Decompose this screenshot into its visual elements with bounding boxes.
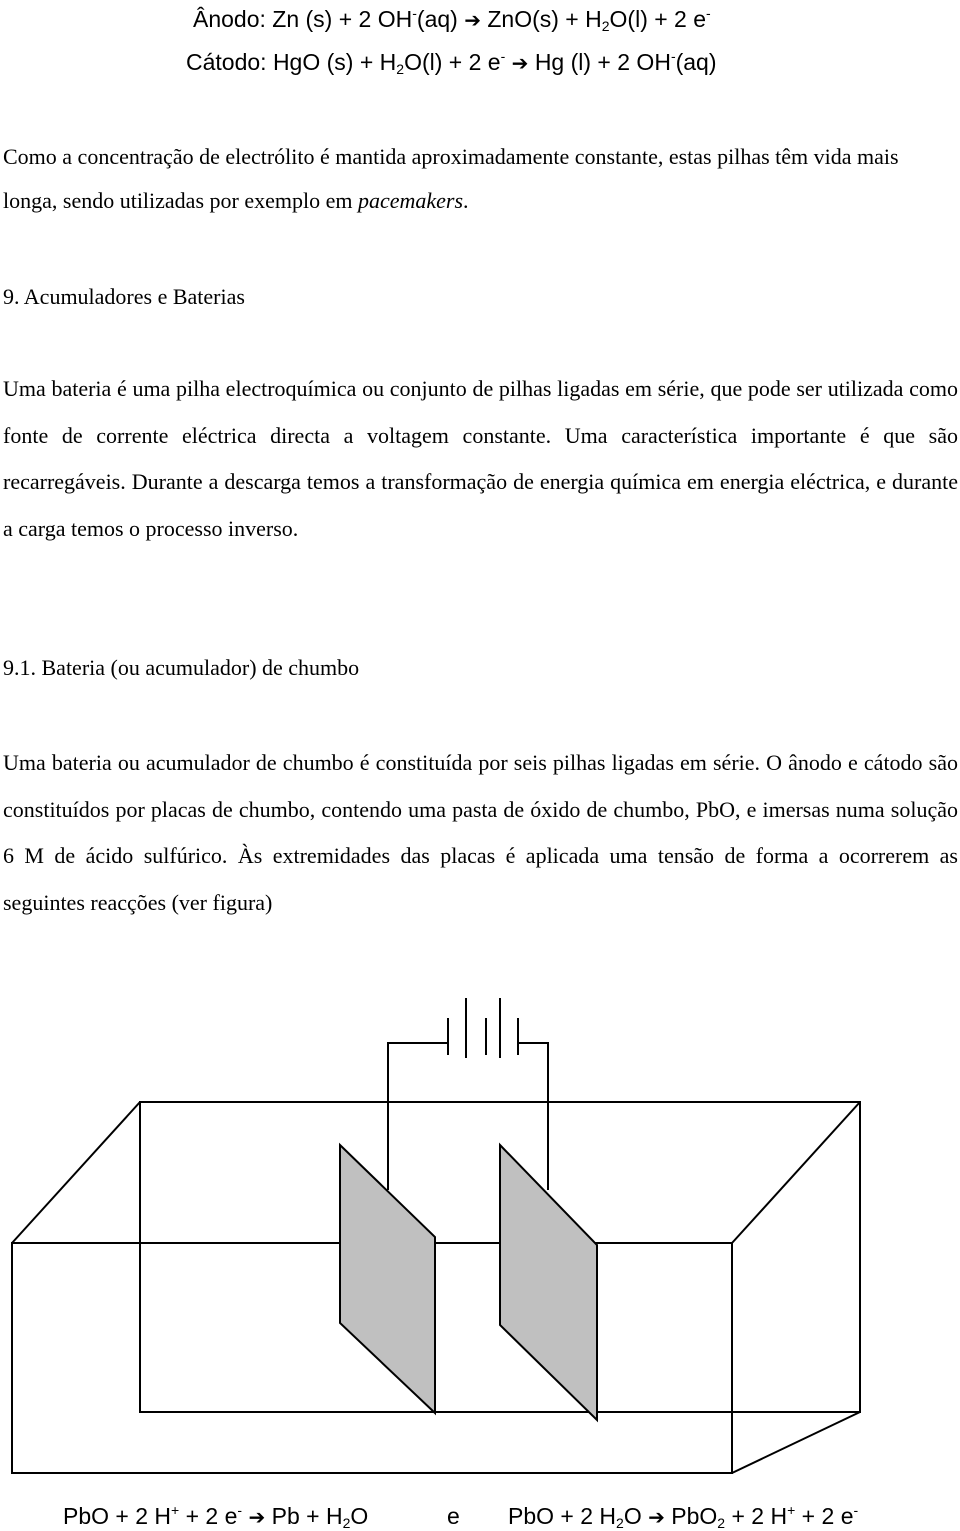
- intro-paragraph: [3, 135, 958, 223]
- reaction-right-electron-charge: -: [853, 1502, 859, 1518]
- reaction-left-electron-charge: -: [237, 1502, 243, 1518]
- cathode-mid: O(l) + 2 e: [404, 49, 501, 75]
- anode-state: (aq): [416, 6, 458, 32]
- reaction-left-a: PbO + 2 H: [63, 1503, 172, 1529]
- arrow-icon: ➔: [511, 51, 529, 75]
- reaction-right-d: + 2 H: [725, 1503, 788, 1529]
- anode-charge: -: [412, 5, 417, 21]
- reaction-right-charge: +: [787, 1502, 796, 1518]
- lead-battery-diagram: [0, 980, 960, 1480]
- anode-tail: O(l) + 2 e: [609, 6, 707, 32]
- section-9-title: 9. Acumuladores e Baterias: [3, 284, 245, 309]
- reaction-conjunction: e: [447, 1503, 460, 1529]
- intro-text: Como a concentração de electrólito é mantida aproximadamente constante, estas pilhas têm vida mais longa, sendo utilizadas por exemplo em: [3, 144, 899, 213]
- arrow-icon: ➔: [648, 1505, 665, 1529]
- section-9-paragraph: Uma bateria é uma pilha electroquímica ou conjunto de pilhas ligadas em série, que pode ser utilizada como fonte de corrente eléctrica directa a voltagem constante. Uma característica importante é que são recarregáveis. Durante a descarga temos a transformação de energia química em energia eléctrica, e durante a carga temos o processo inverso.: [3, 376, 958, 541]
- cathode-tail: (aq): [675, 49, 717, 75]
- reaction-right-subscript: 2: [616, 1515, 624, 1531]
- battery-symbol: [448, 998, 518, 1058]
- lead-reaction-left: [63, 1502, 369, 1531]
- intro-italic: pacemakers: [357, 188, 464, 213]
- container-edge: [732, 1412, 860, 1473]
- reaction-right-b: O: [623, 1503, 642, 1529]
- intro-end: .: [463, 188, 469, 213]
- reaction-right-a: PbO + 2 H: [508, 1503, 617, 1529]
- cathode-charge: -: [670, 48, 676, 64]
- reaction-right-subscript-2: 2: [717, 1515, 726, 1531]
- lead-reaction-right: [508, 1502, 859, 1531]
- cathode-right: Hg (l) + 2 OH: [534, 49, 671, 75]
- anode-subscript: 2: [601, 18, 610, 34]
- reaction-right-c: PbO: [671, 1503, 718, 1529]
- cathode-electron-charge: -: [500, 48, 506, 64]
- section-9-1-title: 9.1. Bateria (ou acumulador) de chumbo: [3, 655, 360, 680]
- anode-equation: [193, 5, 711, 34]
- reaction-right-e: + 2 e: [795, 1503, 854, 1529]
- wire-left: [388, 1043, 448, 1190]
- reaction-left-subscript: 2: [342, 1515, 351, 1531]
- container-edge: [12, 1102, 140, 1243]
- container-edge: [732, 1102, 860, 1243]
- cathode-left: Cátodo: HgO (s) + H: [186, 49, 397, 75]
- reaction-left-b: + 2 e: [179, 1503, 238, 1529]
- arrow-icon: ➔: [464, 8, 481, 32]
- cathode-equation: [186, 48, 717, 77]
- anode-right: ZnO(s) + H: [487, 6, 602, 32]
- section-9-1-paragraph: Uma bateria ou acumulador de chumbo é constituída por seis pilhas ligadas em série. O ânodo e cátodo são constituídos por placas de chumbo, contendo uma pasta de óxido de chumbo, PbO, e imersas numa solução 6 M de ácido sulfúrico. Às extremidades das placas é aplicada uma tensão de forma a ocorrerem as seguintes reacções (ver figura): [3, 750, 958, 915]
- cathode-subscript: 2: [396, 61, 405, 77]
- reaction-left-charge: +: [171, 1502, 180, 1518]
- arrow-icon: ➔: [248, 1505, 266, 1529]
- anode-electron-charge: -: [706, 5, 711, 21]
- reaction-left-d: O: [350, 1503, 369, 1529]
- anode-left: Ânodo: Zn (s) + 2 OH: [193, 6, 413, 32]
- reaction-left-c: Pb + H: [271, 1503, 343, 1529]
